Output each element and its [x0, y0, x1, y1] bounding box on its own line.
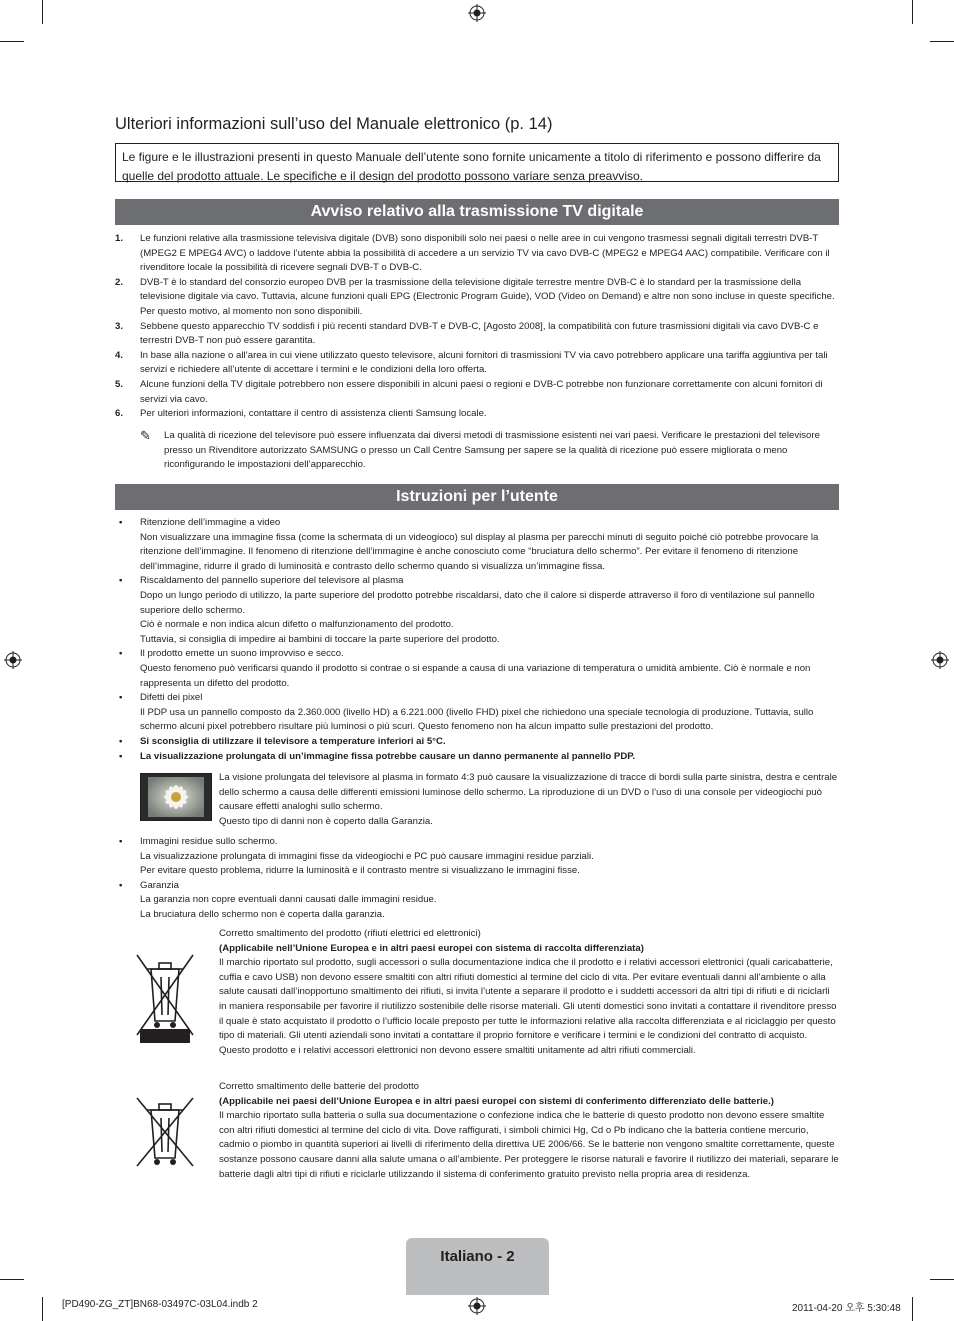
tv-flower-image [140, 773, 212, 821]
item-text: Per ulteriori informazioni, contattare il centro di assistenza clienti Samsung locale. [140, 408, 487, 420]
battery-body: Il marchio riportato sulla batteria o sulla sua documentazione o confezione indica che le batterie di questo prodotto non devono essere smaltite con altri rifiuti domestici al termine del ciclo di vita. Dove raffigurati, i simboli chimici Hg, Cd o Pb indicano che la batteria contiene mercurio, cadmio o piombo in quantità superiori ai livelli di riferimento della direttiva UE 2006/66. Se le batterie non vengono smaltite correttamente, queste sostanze possono causare danni alla salute umana o all’ambiente. Per proteggere le risorse naturali e favorire il riutilizzo dei materiali, separare le batterie dagli altri tipi di rifiuti e riciclarle utilizzando il sistema di conferimento gratuito previsto nella propria area di residenza. [219, 1110, 839, 1180]
burn-in-note [140, 771, 838, 829]
crop-mark [42, 1297, 43, 1321]
registration-mark-icon [468, 4, 486, 22]
crossed-battery-bin-icon [135, 1096, 195, 1168]
bullet-heading: La visualizzazione prolungata di un’immagine fissa potrebbe causare un danno permanente al pannello PDP. [140, 750, 636, 762]
item-number: 3. [115, 320, 124, 332]
battery-disposal-section [135, 1080, 839, 1182]
bullet-heading: Immagini residue sullo schermo. [140, 836, 278, 847]
item-number: 4. [115, 349, 124, 361]
bullet-icon: • [119, 648, 123, 660]
list-item [115, 691, 839, 735]
bullet-icon: • [119, 750, 123, 762]
print-timestamp: 2011-04-20 오후 5:30:48 [792, 1303, 901, 1314]
bullet-heading: Si sconsiglia di utilizzare il televisore a temperature inferiori ai 5°C. [140, 735, 446, 747]
crop-mark [930, 1279, 954, 1280]
bullet-body: La garanzia non copre eventuali danni causati dalle immagini residue. La bruciatura dello schermo non è coperta dalla garanzia. [140, 894, 437, 920]
bullet-heading: Garanzia [140, 879, 179, 891]
crop-mark [912, 1297, 913, 1321]
list-item [115, 378, 839, 407]
list-item [115, 349, 839, 378]
battery-title: Corretto smaltimento delle batterie del prodotto [219, 1081, 419, 1092]
item-number: 5. [115, 378, 124, 390]
list-item [115, 879, 839, 923]
memo-text: La qualità di ricezione del televisore può essere influenzata dai diversi metodi di trasmissione esistenti nei vari paesi. Verificare le prestazioni del televisore presso un Rivenditore autorizzato SAMSUNG o presso un Call Centre Samsung per sapere se la qualità di ricezione può essere migliorata o meno riconfigurando le impostazioni dell’apparecchio. [164, 430, 820, 471]
list-item [115, 750, 839, 765]
item-text: DVB-T è lo standard del consorzio europeo DVB per la trasmissione della televisione digitale terrestre mentre DVB-C è lo standard per la trasmissione della televisione digitale via cavo. Tuttavia, alcune funzioni quali EPG (Electronic Program Guide), VOD (Video on Demand) e altre non sono incluse in queste specifiche. Per questo motivo, al momento non sono disponibili. [140, 276, 835, 317]
item-text: Alcune funzioni della TV digitale potrebbero non essere disponibili in alcuni paesi o regioni e DVB-C potrebbe non funzionare correttamente con alcuni fornitori di servizi via cavo. [140, 378, 823, 405]
page-number-label: Italiano - 2 [440, 1248, 515, 1265]
file-slug: [PD490-ZG_ZT]BN68-03497C-03L04.indb 2 [62, 1299, 258, 1310]
numbered-list [115, 232, 839, 422]
list-item [115, 232, 839, 276]
list-item [115, 320, 839, 349]
list-item [115, 407, 839, 422]
item-number: 1. [115, 233, 124, 244]
registration-mark-icon [931, 651, 949, 669]
list-item [115, 516, 839, 574]
bullet-heading: Ritenzione dell’immagine a video [140, 517, 281, 528]
bullet-body: Non visualizzare una immagine fissa (come la schermata di un videogioco) sul display al plasma per parecchi minuti di seguito poiché ciò potrebbe provocare la ritenzione dell’immagine. Il fenomeno di ritenzione dell’immagine è anche conosciuto come “bruciatura dello schermo”. Per evitare il fenomeno di ritenzione dell’immagine, ridurre il grado di luminosità e contrasto dello schermo quando si visualizza un’immagine fissa. [140, 531, 819, 572]
battery-subtitle: (Applicabile nei paesi dell’Unione Europea e in altri paesi europei con sistemi di conferimento differenziato delle batterie.) [219, 1095, 774, 1107]
bullet-icon: • [119, 517, 123, 528]
bullet-icon: • [119, 879, 123, 891]
section-title-digital-tv: Avviso relativo alla trasmissione TV digitale [115, 199, 839, 225]
picture-note-text: La visione prolungata del televisore al plasma in formato 4:3 può causare la visualizzazione di tracce di bordi sulla parte sinistra, destra e centrale dello schermo a causa delle differenti emissioni luminose dello schermo. La riproduzione di un DVD o l’uso di una console per videogiochi può causare effetti analoghi sullo schermo. Questo tipo di danni non è coperto dalla Garanzia. [219, 772, 838, 827]
item-text: In base alla nazione o all’area in cui viene utilizzato questo televisore, alcuni fornitori di trasmissioni TV via cavo potrebbero applicare una tariffa aggiuntiva per tali servizi e richiedere all’utente di accettare i termini e le condizioni della loro offerta. [140, 349, 828, 376]
bullet-heading: Riscaldamento del pannello superiore del televisore al plasma [140, 575, 404, 587]
crop-mark [912, 0, 913, 24]
bullet-icon: • [119, 735, 123, 747]
item-number: 2. [115, 276, 124, 288]
weee-title: Corretto smaltimento del prodotto (rifiuti elettrici ed elettronici) [219, 928, 481, 939]
bullet-body: La visualizzazione prolungata di immagini fisse da videogiochi e PC può causare immagini residue parziali. Per evitare questo problema, ridurre la luminosità e il contrasto mentre si visualizzano le immagini fisse. [140, 850, 594, 877]
bullet-heading: Il prodotto emette un suono improvviso e secco. [140, 648, 344, 660]
weee-subtitle: (Applicabile nell’Unione Europea e in altri paesi europei con sistema di raccolta differenziata) [219, 942, 644, 954]
list-item [115, 835, 839, 879]
list-item [115, 276, 839, 320]
registration-mark-icon [4, 651, 22, 669]
item-text: Sebbene questo apparecchio TV soddisfi i più recenti standard DVB-T e DVB-C, [Agosto 2008], la compatibilità con future trasmissioni digitali via cavo DVB-C e terrestri DVB-T non può essere garantita. [140, 320, 819, 347]
list-item [115, 574, 839, 647]
weee-disposal-section [135, 927, 839, 1058]
page-title: Ulteriori informazioni sull’uso del Manuale elettronico (p. 14) [115, 115, 553, 133]
bullet-body: Il PDP usa un pannello composto da 2.360.000 (livello HD) a 6.221.000 (livello FHD) pixel che richiedono una speciale tecnologia di produzione. Tuttavia, sullo schermo alcuni pixel potrebbero risultare più luminosi o più scuri. Questo fenomeno non ha alcun impatto sulle prestazioni del prodotto. [140, 706, 814, 733]
crop-mark [42, 0, 43, 24]
pencil-note-icon: ✎ [140, 428, 151, 443]
crossed-bin-icon [135, 949, 195, 1043]
crop-mark [930, 41, 954, 42]
page-number-tab [406, 1238, 549, 1295]
bullet-heading: Difetti dei pixel [140, 692, 203, 704]
bullet-icon: • [119, 692, 123, 704]
section-title-user-instructions: Istruzioni per l’utente [115, 484, 839, 510]
item-number: 6. [115, 408, 124, 420]
bullet-icon: • [119, 575, 123, 587]
registration-mark-icon [468, 1297, 486, 1315]
weee-body: Il marchio riportato sul prodotto, sugli accessori o sulla documentazione indica che il prodotto e i relativi accessori elettronici (quali caricabatterie, cuffia e cavo USB) non devono essere smaltiti con altri rifiuti domestici al termine del ciclo di vita. Per evitare eventuali danni all’ambiente o alla salute causati dall’inopportuno smaltimento dei rifiuti, si invita l’utente a separare il prodotto e i suddetti accessori da altri tipi di rifiuti e di riciclarli in maniera responsabile per favorire il riutilizzo sostenibile delle risorse materiali. Gli utenti domestici sono invitati a contattare il rivenditore presso il quale è stato acquistato il prodotto o l’ufficio locale preposto per tutte le informazioni relative alla raccolta differenziata e al riciclaggio per questo tipo di materiali. Gli utenti aziendali sono invitati a contattare il proprio fornitore e verificare i termini e le condizioni del contratto di acquisto. Questo prodotto e i relativi accessori elettronici non devono essere smaltiti unitamente ad altri rifiuti commerciali. [219, 957, 837, 1056]
crop-mark [0, 1279, 24, 1280]
bullet-list-2 [115, 835, 839, 923]
bullet-body: Dopo un lungo periodo di utilizzo, la parte superiore del prodotto potrebbe riscaldarsi, dato che il calore si disperde attraverso il foro di ventilazione sul pannello superiore dello schermo. Ciò è normale e non indica alcun difetto o malfunzionamento del prodotto. Tuttavia, si consiglia di impedire ai bambini di toccare la parte superiore del prodotto. [140, 589, 815, 645]
list-item [115, 647, 839, 691]
notice-box: Le figure e le illustrazioni presenti in questo Manuale dell’utente sono fornite unicamente a titolo di riferimento e possono differire da quelle del prodotto attuale. Le specifiche e il design del prodotto possono variare senza preavviso. [115, 143, 839, 182]
bullet-body: Questo fenomeno può verificarsi quando il prodotto si contrae o si espande a causa di una variazione di temperatura o umidità ambiente. Ciò è normale e non rappresenta un difetto del prodotto. [140, 662, 811, 689]
list-item [115, 735, 839, 750]
memo-note [140, 429, 838, 473]
bullet-icon: • [119, 836, 123, 847]
item-text: Le funzioni relative alla trasmissione televisiva digitale (DVB) sono disponibili solo nei paesi o nelle aree in cui vengono trasmessi segnali digitali terrestri DVB-T (MPEG2 E MPEG4 AVC) o laddove l’utente abbia la possibilità di accedere a un servizio TV via cavo DVB-C (MPEG2 e MPEG4 AAC) compatibile. Verificare con il rivenditore locale la possibilità di ricevere segnali DVB-T o DVB-C. [140, 233, 830, 274]
crop-mark [0, 41, 24, 42]
bullet-list [115, 516, 839, 764]
